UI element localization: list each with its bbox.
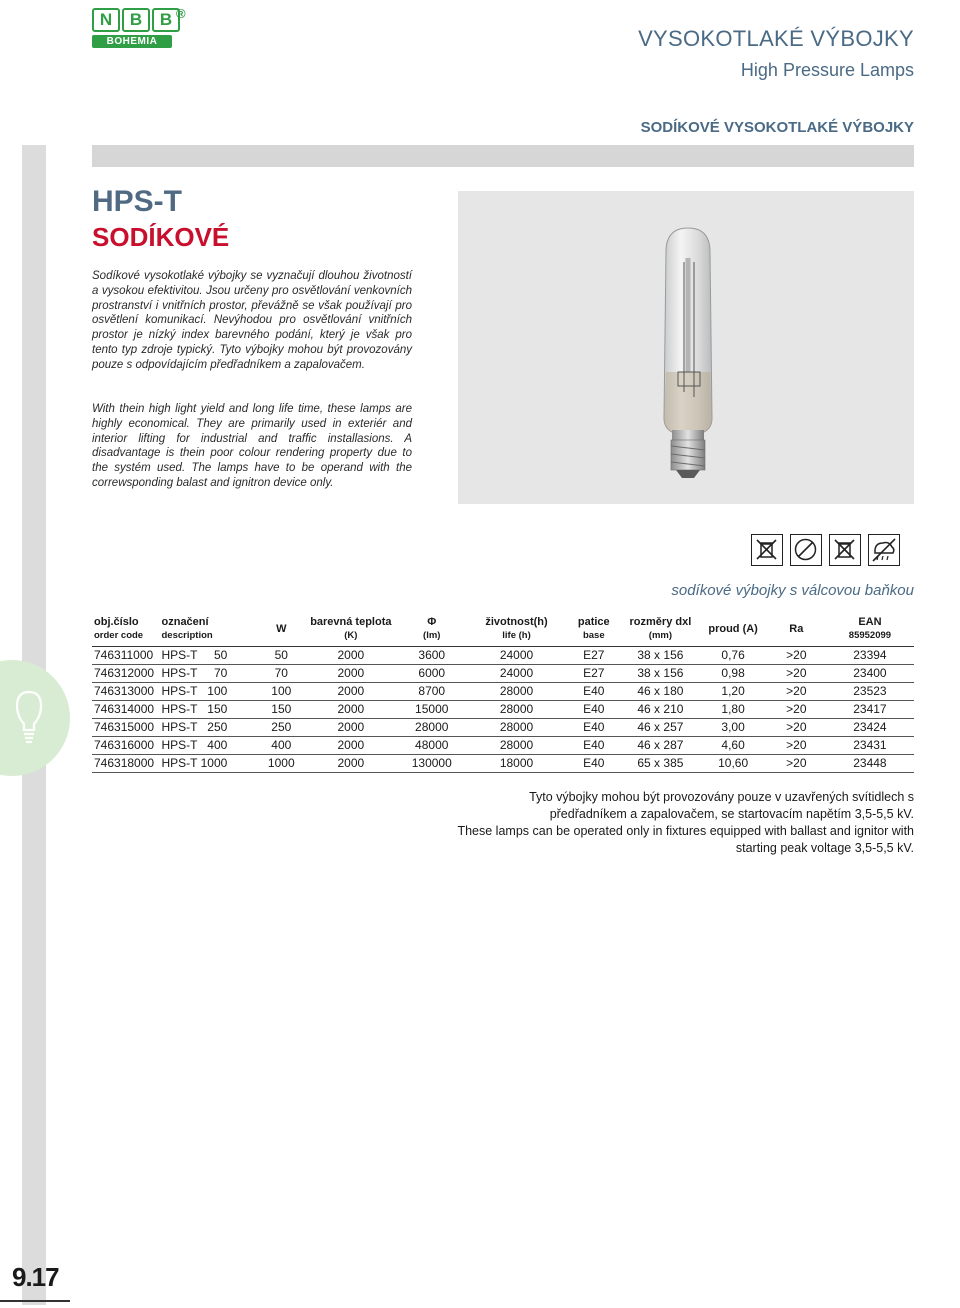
- table-cell: 2000: [305, 736, 397, 754]
- registered-mark: ®: [176, 6, 186, 21]
- table-cell: 2000: [305, 646, 397, 664]
- table-cell: 46 x 257: [621, 718, 699, 736]
- certification-icons: [751, 534, 900, 566]
- table-cell: 3,00: [699, 718, 766, 736]
- table-cell: 130000: [397, 754, 467, 772]
- table-header-row: [92, 612, 914, 646]
- table-cell: E40: [566, 682, 621, 700]
- table-cell: E27: [566, 646, 621, 664]
- header-title: VYSOKOTLAKÉ VÝBOJKY: [638, 26, 914, 51]
- header-subtitle: High Pressure Lamps: [740, 60, 914, 80]
- header-band: [92, 145, 914, 167]
- page-number-rule: [0, 1300, 70, 1302]
- note-czech: Tyto výbojky mohou být provozovány pouze v uzavřených svítidlech s předřadníkem a zapalovačem, se startovacím napětím 3,5-5,5 kV.: [529, 790, 914, 821]
- table-cell: 746314000: [92, 700, 160, 718]
- specification-table: [92, 612, 914, 773]
- table-cell: 23400: [826, 664, 914, 682]
- table-cell: 28000: [467, 682, 566, 700]
- logo-subtitle: BOHEMIA: [92, 35, 172, 48]
- table-cell: HPS-T 1000: [160, 754, 258, 772]
- table-cell: 4,60: [699, 736, 766, 754]
- table-cell: 746316000: [92, 736, 160, 754]
- table-cell: HPS-T 100: [160, 682, 258, 700]
- table-cell: HPS-T 150: [160, 700, 258, 718]
- product-name: HPS-T: [92, 185, 182, 218]
- table-cell: 38 x 156: [621, 646, 699, 664]
- table-cell: 150: [257, 700, 305, 718]
- table-row: [92, 646, 914, 664]
- table-cell: >20: [767, 682, 826, 700]
- logo-letter: N: [92, 8, 120, 32]
- table-cell: >20: [767, 754, 826, 772]
- table-cell: 46 x 180: [621, 682, 699, 700]
- table-cell: >20: [767, 718, 826, 736]
- table-cell: HPS-T 250: [160, 718, 258, 736]
- table-cell: 24000: [467, 664, 566, 682]
- logo-letter: B: [152, 8, 180, 32]
- column-header: životnost(h) life (h): [485, 615, 548, 641]
- product-type: SODÍKOVÉ: [92, 222, 230, 252]
- waste-bin-crossed-icon: [751, 534, 783, 566]
- table-cell: 48000: [397, 736, 467, 754]
- waste-bin-crossed-icon: [829, 534, 861, 566]
- section-title: SODÍKOVÉ VYSOKOTLAKÉ VÝBOJKY: [640, 119, 914, 136]
- table-cell: 1000: [257, 754, 305, 772]
- table-cell: 23394: [826, 646, 914, 664]
- note-english: These lamps can be operated only in fixtures equipped with ballast and ignitor with starting peak voltage 3,5-5,5 kV.: [457, 824, 914, 855]
- table-caption: sodíkové výbojky s válcovou baňkou: [671, 582, 914, 599]
- table-cell: 15000: [397, 700, 467, 718]
- table-cell: 23448: [826, 754, 914, 772]
- table-row: [92, 682, 914, 700]
- column-header: Φ (lm): [423, 615, 441, 641]
- table-cell: 0,98: [699, 664, 766, 682]
- no-outdoor-use-icon: [868, 534, 900, 566]
- table-cell: 23417: [826, 700, 914, 718]
- table-cell: 28000: [397, 718, 467, 736]
- column-header: obj.číslo order code: [94, 615, 144, 641]
- table-cell: 2000: [305, 754, 397, 772]
- description-czech: Sodíkové vysokotlaké výbojky se vyznačují dlouhou životností a vysokou efektivitou. Jsou určeny pro osvětlování venkovních prostranství i vnitřních prostor, převážně se však používají pro osvětlení komunikací. Nevýhodou pro osvětlování vnitřních prostor je nízký index barevného podání, který je však pro tento typ zdroje typický. Tyto výbojky mohou být provozovány pouze s odpovídajícím předřadníkem a zapalovačem.: [92, 270, 412, 371]
- table-cell: 50: [257, 646, 305, 664]
- table-cell: 746313000: [92, 682, 160, 700]
- table-cell: 18000: [467, 754, 566, 772]
- table-cell: 2000: [305, 664, 397, 682]
- column-header: proud (A): [708, 622, 758, 635]
- table-cell: 46 x 287: [621, 736, 699, 754]
- table-cell: 28000: [467, 718, 566, 736]
- table-cell: E40: [566, 718, 621, 736]
- no-dimming-icon: [790, 534, 822, 566]
- table-cell: E27: [566, 664, 621, 682]
- table-cell: >20: [767, 646, 826, 664]
- column-header: Ra: [789, 622, 804, 635]
- column-header: EAN 85952099: [848, 615, 892, 641]
- table-row: [92, 736, 914, 754]
- table-cell: 250: [257, 718, 305, 736]
- table-cell: 38 x 156: [621, 664, 699, 682]
- column-header: označení description: [161, 615, 213, 641]
- table-cell: 8700: [397, 682, 467, 700]
- table-cell: 0,76: [699, 646, 766, 664]
- column-header: patice base: [577, 615, 610, 641]
- table-cell: 46 x 210: [621, 700, 699, 718]
- table-cell: E40: [566, 700, 621, 718]
- table-cell: 70: [257, 664, 305, 682]
- table-cell: 10,60: [699, 754, 766, 772]
- table-cell: 746315000: [92, 718, 160, 736]
- table-cell: 24000: [467, 646, 566, 664]
- table-row: [92, 700, 914, 718]
- table-row: [92, 754, 914, 772]
- column-header: rozměry dxl (mm): [629, 615, 692, 641]
- table-cell: HPS-T 50: [160, 646, 258, 664]
- table-cell: 3600: [397, 646, 467, 664]
- nbb-bohemia-logo: [92, 8, 184, 48]
- page-number: 9.17: [12, 1262, 59, 1292]
- table-cell: 746318000: [92, 754, 160, 772]
- table-cell: 2000: [305, 700, 397, 718]
- table-cell: 23431: [826, 736, 914, 754]
- table-cell: 1,80: [699, 700, 766, 718]
- table-cell: 28000: [467, 736, 566, 754]
- table-row: [92, 718, 914, 736]
- table-cell: >20: [767, 700, 826, 718]
- light-bulb-icon: [14, 690, 44, 744]
- table-cell: 400: [257, 736, 305, 754]
- table-cell: 746312000: [92, 664, 160, 682]
- table-cell: HPS-T 70: [160, 664, 258, 682]
- table-cell: 65 x 385: [621, 754, 699, 772]
- column-header: barevná teplota (K): [310, 615, 392, 641]
- table-cell: 23523: [826, 682, 914, 700]
- table-cell: >20: [767, 664, 826, 682]
- table-cell: 23424: [826, 718, 914, 736]
- table-cell: 2000: [305, 718, 397, 736]
- table-cell: E40: [566, 736, 621, 754]
- hps-t-lamp-image: [640, 222, 736, 480]
- table-cell: 2000: [305, 682, 397, 700]
- table-cell: >20: [767, 736, 826, 754]
- column-header: W: [276, 622, 287, 635]
- table-cell: HPS-T 400: [160, 736, 258, 754]
- table-row: [92, 664, 914, 682]
- table-cell: E40: [566, 754, 621, 772]
- description-english: With thein high light yield and long life time, these lamps are highly economical. They are primarily used in exteriér and interior lifting for industrial and traffic installasions. A disadvantage is thein poor colour rendering property due to the systém used. The lamps have to be operand with the correwsponding balast and ignitron device only.: [92, 403, 412, 489]
- logo-letter: B: [122, 8, 150, 32]
- table-cell: 28000: [467, 700, 566, 718]
- table-cell: 6000: [397, 664, 467, 682]
- table-cell: 746311000: [92, 646, 160, 664]
- table-cell: 1,20: [699, 682, 766, 700]
- table-cell: 100: [257, 682, 305, 700]
